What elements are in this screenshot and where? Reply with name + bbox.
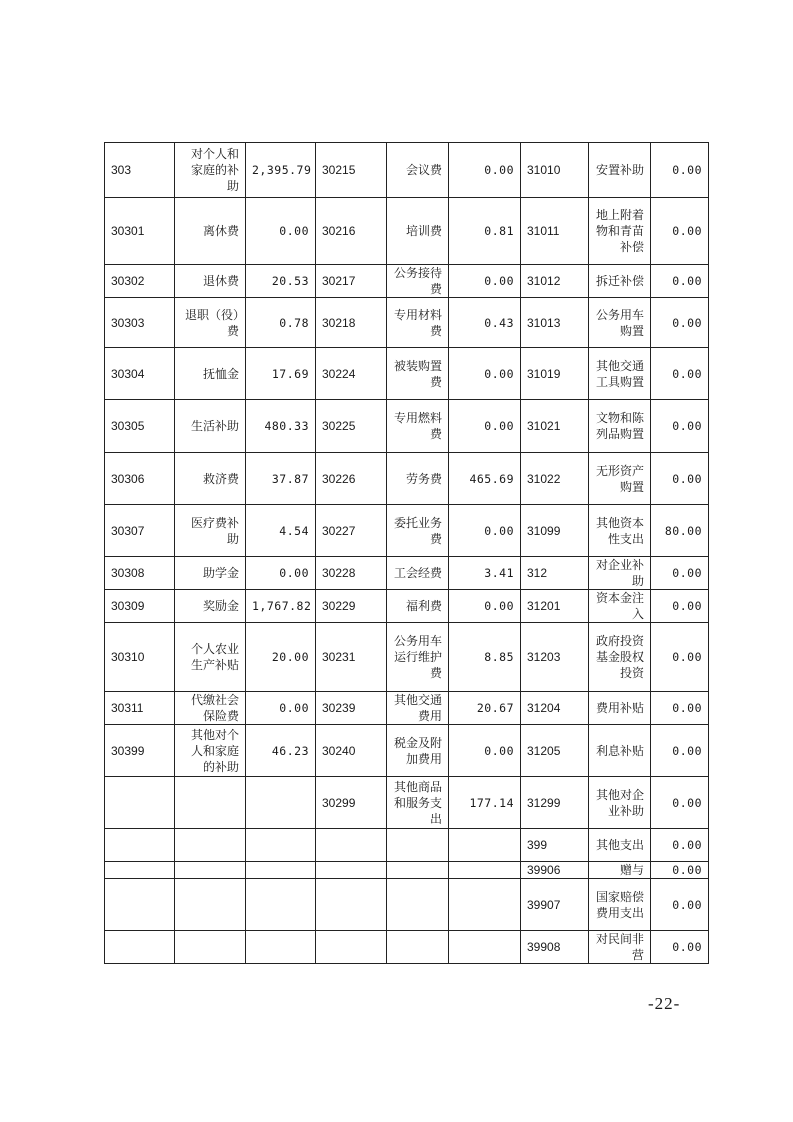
table-row — [105, 623, 709, 692]
col1-name — [175, 931, 246, 964]
col3-amount: 0.00 — [651, 879, 709, 931]
col2-code: 30218 — [316, 298, 387, 348]
col2-amount: 0.00 — [449, 590, 521, 623]
table-row — [105, 725, 709, 777]
col1-amount: 0.78 — [246, 298, 316, 348]
col3-name: 其他支出 — [589, 829, 651, 862]
col3-code: 31299 — [521, 777, 589, 829]
col3-code: 31201 — [521, 590, 589, 623]
table-row — [105, 198, 709, 265]
table-row — [105, 557, 709, 590]
col2-amount: 8.85 — [449, 623, 521, 692]
col2-name — [387, 931, 449, 964]
col3-amount: 0.00 — [651, 265, 709, 298]
col2-code: 30225 — [316, 400, 387, 453]
col1-name: 生活补助 — [175, 400, 246, 453]
table-row — [105, 505, 709, 557]
col3-code: 31022 — [521, 453, 589, 505]
col2-code — [316, 879, 387, 931]
col2-name: 其他商品和服务支出 — [387, 777, 449, 829]
col3-name: 公务用车购置 — [589, 298, 651, 348]
col3-code: 31205 — [521, 725, 589, 777]
table-row — [105, 265, 709, 298]
col1-amount: 480.33 — [246, 400, 316, 453]
col2-amount: 0.00 — [449, 725, 521, 777]
col3-code: 39906 — [521, 862, 589, 879]
col1-code: 30307 — [105, 505, 175, 557]
col2-name: 其他交通费用 — [387, 692, 449, 725]
col3-name: 无形资产购置 — [589, 453, 651, 505]
col2-code: 30240 — [316, 725, 387, 777]
col1-code — [105, 777, 175, 829]
col3-amount: 0.00 — [651, 400, 709, 453]
col1-name — [175, 777, 246, 829]
col1-amount: 46.23 — [246, 725, 316, 777]
col3-name: 拆迁补偿 — [589, 265, 651, 298]
col3-name: 其他对企业补助 — [589, 777, 651, 829]
col3-code: 312 — [521, 557, 589, 590]
col1-name: 救济费 — [175, 453, 246, 505]
col1-name: 离休费 — [175, 198, 246, 265]
col2-amount: 0.43 — [449, 298, 521, 348]
table-row — [105, 590, 709, 623]
col3-name: 赠与 — [589, 862, 651, 879]
col3-code: 31012 — [521, 265, 589, 298]
col1-amount — [246, 879, 316, 931]
col1-amount: 0.00 — [246, 692, 316, 725]
col2-code: 30239 — [316, 692, 387, 725]
table-row — [105, 348, 709, 400]
col1-code: 30311 — [105, 692, 175, 725]
col3-code: 31010 — [521, 143, 589, 198]
col2-code — [316, 862, 387, 879]
col2-amount: 3.41 — [449, 557, 521, 590]
col3-name: 政府投资基金股权投资 — [589, 623, 651, 692]
col2-amount: 0.00 — [449, 265, 521, 298]
col3-name: 费用补贴 — [589, 692, 651, 725]
table-row — [105, 453, 709, 505]
col1-code — [105, 879, 175, 931]
col2-name — [387, 862, 449, 879]
col2-code — [316, 829, 387, 862]
col3-code: 31203 — [521, 623, 589, 692]
col2-name — [387, 879, 449, 931]
col2-code: 30299 — [316, 777, 387, 829]
col2-amount — [449, 862, 521, 879]
col3-name: 地上附着物和青苗补偿 — [589, 198, 651, 265]
col2-code: 30215 — [316, 143, 387, 198]
col2-amount: 20.67 — [449, 692, 521, 725]
col1-amount: 37.87 — [246, 453, 316, 505]
col1-code: 30308 — [105, 557, 175, 590]
col1-code: 30303 — [105, 298, 175, 348]
table-row — [105, 829, 709, 862]
col1-name: 其他对个人和家庭的补助 — [175, 725, 246, 777]
col3-amount: 0.00 — [651, 931, 709, 964]
col3-code: 39908 — [521, 931, 589, 964]
col1-amount: 1,767.82 — [246, 590, 316, 623]
col1-amount: 17.69 — [246, 348, 316, 400]
col2-code: 30229 — [316, 590, 387, 623]
col2-amount: 0.00 — [449, 505, 521, 557]
col1-name — [175, 862, 246, 879]
col2-amount: 0.00 — [449, 143, 521, 198]
col1-name — [175, 829, 246, 862]
col2-amount: 0.00 — [449, 348, 521, 400]
col2-name: 工会经费 — [387, 557, 449, 590]
col2-code — [316, 931, 387, 964]
col1-amount — [246, 829, 316, 862]
col3-code: 31019 — [521, 348, 589, 400]
col2-amount — [449, 829, 521, 862]
col1-name — [175, 879, 246, 931]
col1-name: 奖励金 — [175, 590, 246, 623]
col2-name: 专用材料费 — [387, 298, 449, 348]
col2-name: 公务用车运行维护费 — [387, 623, 449, 692]
col1-code: 30302 — [105, 265, 175, 298]
table-row — [105, 143, 709, 198]
col1-name: 个人农业生产补贴 — [175, 623, 246, 692]
col1-amount: 4.54 — [246, 505, 316, 557]
col3-name: 对企业补助 — [589, 557, 651, 590]
col3-name: 安置补助 — [589, 143, 651, 198]
table-row — [105, 879, 709, 931]
col1-amount — [246, 862, 316, 879]
col3-amount: 0.00 — [651, 862, 709, 879]
col1-amount — [246, 931, 316, 964]
col2-code: 30231 — [316, 623, 387, 692]
col2-name: 劳务费 — [387, 453, 449, 505]
col1-name: 医疗费补助 — [175, 505, 246, 557]
col3-name: 利息补贴 — [589, 725, 651, 777]
col1-name: 对个人和家庭的补助 — [175, 143, 246, 198]
col3-code: 39907 — [521, 879, 589, 931]
col1-code: 303 — [105, 143, 175, 198]
table-row — [105, 931, 709, 964]
col3-name: 其他交通工具购置 — [589, 348, 651, 400]
col2-name: 税金及附加费用 — [387, 725, 449, 777]
col1-amount — [246, 777, 316, 829]
col1-name: 代缴社会保险费 — [175, 692, 246, 725]
col2-name: 委托业务费 — [387, 505, 449, 557]
col1-code: 30306 — [105, 453, 175, 505]
col2-name: 专用燃料费 — [387, 400, 449, 453]
col3-name: 资本金注入 — [589, 590, 651, 623]
col2-name: 被装购置费 — [387, 348, 449, 400]
col1-name: 助学金 — [175, 557, 246, 590]
col3-amount: 80.00 — [651, 505, 709, 557]
col3-code: 31011 — [521, 198, 589, 265]
col2-code: 30228 — [316, 557, 387, 590]
col2-amount: 0.81 — [449, 198, 521, 265]
col2-code: 30226 — [316, 453, 387, 505]
col1-code — [105, 829, 175, 862]
col1-name: 抚恤金 — [175, 348, 246, 400]
col1-amount: 0.00 — [246, 557, 316, 590]
col3-amount: 0.00 — [651, 623, 709, 692]
col2-name: 会议费 — [387, 143, 449, 198]
col1-code: 30309 — [105, 590, 175, 623]
col1-code — [105, 862, 175, 879]
col2-amount — [449, 879, 521, 931]
col1-amount: 20.00 — [246, 623, 316, 692]
col3-code: 31204 — [521, 692, 589, 725]
col2-amount: 465.69 — [449, 453, 521, 505]
col3-code: 399 — [521, 829, 589, 862]
col1-code: 30399 — [105, 725, 175, 777]
table-row — [105, 692, 709, 725]
col1-code: 30305 — [105, 400, 175, 453]
col3-amount: 0.00 — [651, 777, 709, 829]
col1-amount: 20.53 — [246, 265, 316, 298]
expenditure-table — [104, 142, 709, 964]
col3-amount: 0.00 — [651, 829, 709, 862]
col3-name: 文物和陈列品购置 — [589, 400, 651, 453]
col3-code: 31099 — [521, 505, 589, 557]
col1-code: 30301 — [105, 198, 175, 265]
col2-amount: 177.14 — [449, 777, 521, 829]
col2-code: 30217 — [316, 265, 387, 298]
col3-amount: 0.00 — [651, 348, 709, 400]
col1-amount: 2,395.79 — [246, 143, 316, 198]
col2-amount: 0.00 — [449, 400, 521, 453]
col2-amount — [449, 931, 521, 964]
col2-name: 福利费 — [387, 590, 449, 623]
col3-amount: 0.00 — [651, 298, 709, 348]
col3-amount: 0.00 — [651, 453, 709, 505]
table-row — [105, 777, 709, 829]
col2-code: 30224 — [316, 348, 387, 400]
col1-code: 30304 — [105, 348, 175, 400]
col3-amount: 0.00 — [651, 143, 709, 198]
col2-code: 30227 — [316, 505, 387, 557]
col3-amount: 0.00 — [651, 725, 709, 777]
col3-name: 其他资本性支出 — [589, 505, 651, 557]
col3-amount: 0.00 — [651, 692, 709, 725]
table-row — [105, 862, 709, 879]
col1-name: 退职（役）费 — [175, 298, 246, 348]
col3-amount: 0.00 — [651, 198, 709, 265]
col3-name: 对民间非营 — [589, 931, 651, 964]
col1-code: 30310 — [105, 623, 175, 692]
col2-code: 30216 — [316, 198, 387, 265]
col3-code: 31013 — [521, 298, 589, 348]
col2-name — [387, 829, 449, 862]
page-number: -22- — [648, 994, 681, 1013]
table-row — [105, 400, 709, 453]
col3-name: 国家赔偿费用支出 — [589, 879, 651, 931]
col1-name: 退休费 — [175, 265, 246, 298]
col2-name: 培训费 — [387, 198, 449, 265]
col1-amount: 0.00 — [246, 198, 316, 265]
col1-code — [105, 931, 175, 964]
col2-name: 公务接待费 — [387, 265, 449, 298]
col3-amount: 0.00 — [651, 557, 709, 590]
table-row — [105, 298, 709, 348]
col3-amount: 0.00 — [651, 590, 709, 623]
col3-code: 31021 — [521, 400, 589, 453]
